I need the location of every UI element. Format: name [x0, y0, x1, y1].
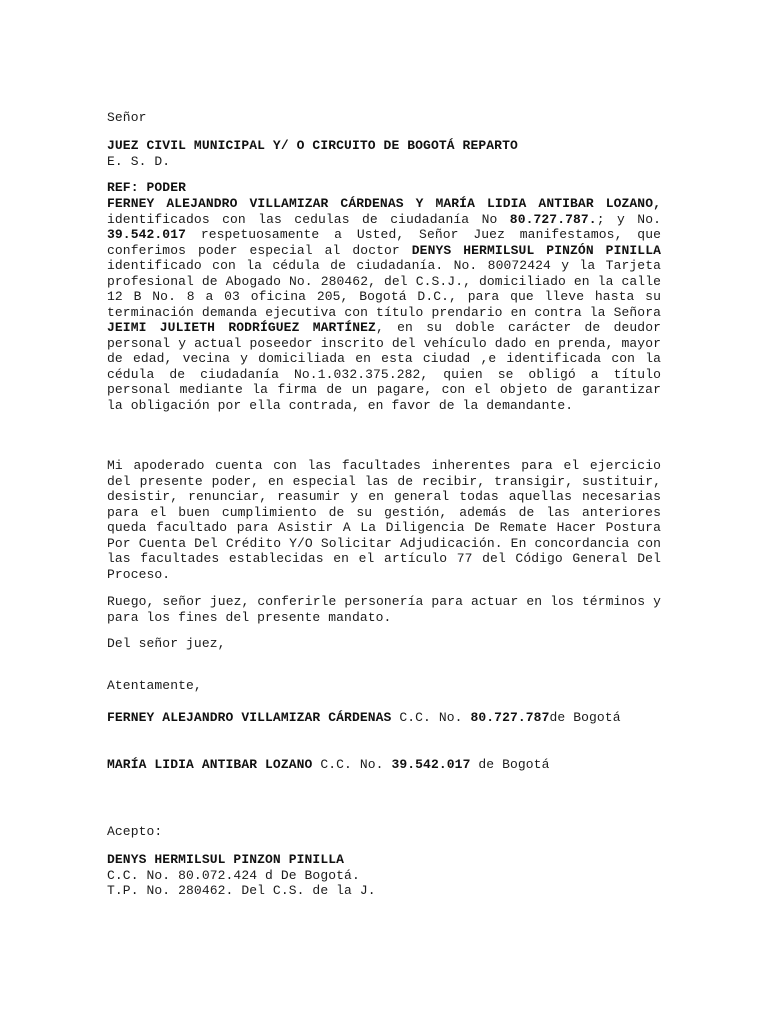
- ref-block: [107, 180, 661, 196]
- acceptance-name: DENYS HERMILSUL PINZON PINILLA: [107, 852, 345, 867]
- acceptance-label: Acepto:: [107, 824, 163, 839]
- ref-label: REF: PODER: [107, 180, 187, 195]
- addressee-block: [107, 138, 661, 169]
- ref-text-d: identificado con la cédula de ciudadanía. No. 80072424 y la Tarjeta profesional de Abogado No. 280462, del C.S.J., domiciliado en la calle 12 B No. 8 a 03 oficina 205, Bogotá D.C., para que lleve hasta su terminación demanda ejecutiva con título prendario en contra la Señora: [107, 258, 661, 320]
- grantors-names: FERNEY ALEJANDRO VILLAMIZAR CÁRDENAS Y MARÍA LIDIA ANTIBAR LOZANO,: [107, 196, 661, 211]
- signatory2-cc: 39.542.017: [391, 757, 471, 772]
- request-paragraph: Ruego, señor juez, conferirle personería para actuar en los términos y para los fines del presente mandato.: [107, 594, 661, 625]
- ref-text-b: ; y No.: [596, 211, 662, 227]
- acceptance-cc: C.C. No. 80.072.424 d De Bogotá.: [107, 867, 360, 883]
- ref-text-e: , en su doble carácter de deudor personal y actual poseedor inscrito del vehículo dado en prenda, mayor de edad, vecina y domiciliada en esta ciudad ,e identificada con la cédula de ciudadanía No.1.032.375.282, quien se obligó a título personal mediante la firma de un pagare, con el objeto de garantizar la obligación por ella contrada, en favor de la demandante.: [107, 320, 662, 413]
- acceptance-tp: T.P. No. 280462. Del C.S. de la J.: [107, 883, 376, 898]
- salutation: Señor: [107, 110, 147, 125]
- signatory2-name: MARÍA LIDIA ANTIBAR LOZANO: [107, 757, 313, 772]
- regards-line: Atentamente,: [107, 678, 202, 693]
- grantor1-id: 80.727.787.: [509, 211, 597, 227]
- closing-line: Del señor juez,: [107, 636, 226, 651]
- attorney-name: DENYS HERMILSUL PINZÓN PINILLA: [411, 242, 661, 258]
- signatory1-cc-label: C.C. No.: [391, 710, 471, 725]
- debtor-name: JEIMI JULIETH RODRÍGUEZ MARTÍNEZ: [107, 320, 376, 335]
- addressee-esd: E. S. D.: [107, 153, 171, 169]
- signatory2-city: de Bogotá: [470, 757, 550, 772]
- ref-text-c: respetuosamente a Usted, Señor Juez manifestamos, que conferimos poder especial al doctor: [107, 227, 661, 258]
- ref-paragraph: [107, 196, 661, 413]
- signatory2-line: [107, 757, 661, 773]
- addressee-title: JUEZ CIVIL MUNICIPAL Y/ O CIRCUITO DE BOGOTÁ REPARTO: [107, 138, 518, 153]
- signatory1-cc: 80.727.787: [470, 710, 550, 725]
- faculties-paragraph: Mi apoderado cuenta con las facultades inherentes para el ejercicio del presente poder, en especial las de recibir, transigir, sustituir, desistir, renunciar, reasumir y en general todas aquellas necesarias para el buen cumplimiento de su gestión, además de las anteriores queda facultado para Asistir A La Diligencia De Remate Hacer Postura Por Cuenta Del Crédito Y/O Solicitar Adjudicación. En concordancia con las facultades establecidas en el artículo 77 del Código General Del Proceso.: [107, 458, 661, 582]
- signatory1-city: de Bogotá: [549, 710, 621, 725]
- signatory2-cc-label: C.C. No.: [312, 757, 392, 772]
- signatory1-line: [107, 710, 661, 726]
- grantor2-id: 39.542.017: [107, 227, 187, 242]
- ref-text-a: identificados con las cedulas de ciudadanía No: [107, 211, 510, 227]
- acceptance-block: [107, 852, 661, 899]
- signatory1-name: FERNEY ALEJANDRO VILLAMIZAR CÁRDENAS: [107, 710, 392, 725]
